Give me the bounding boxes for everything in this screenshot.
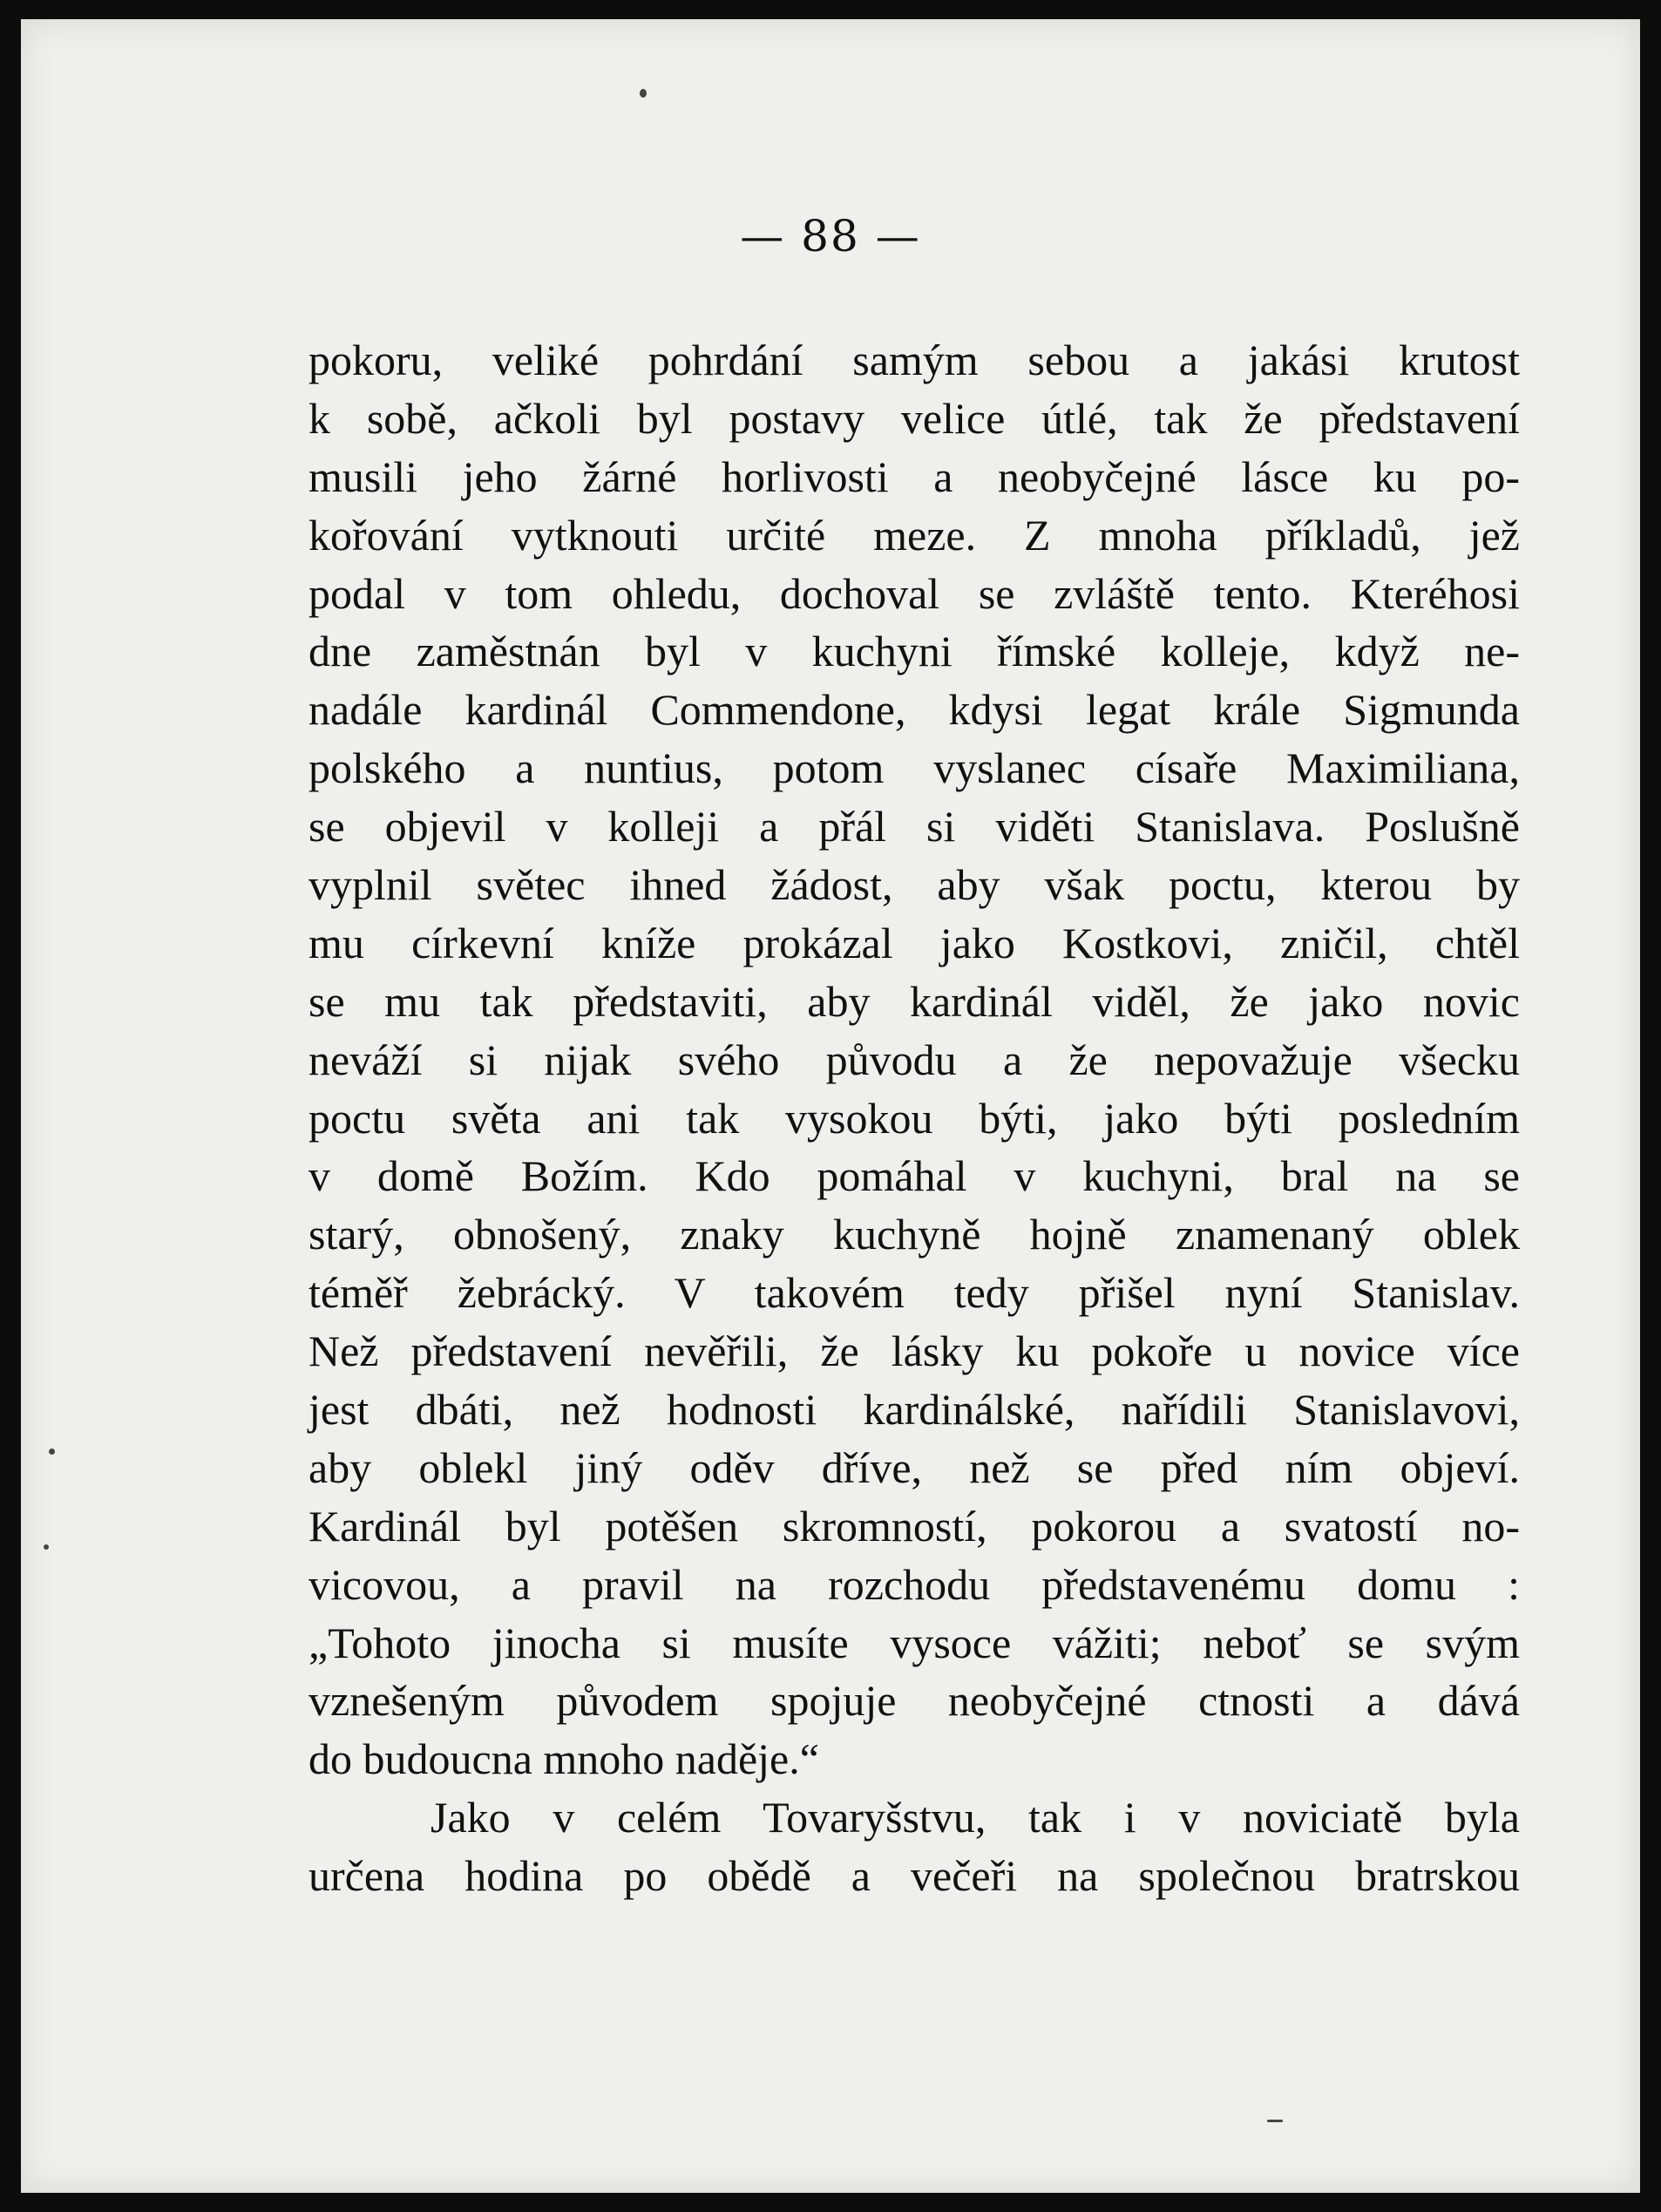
- text-line: do budoucna mnoho naděje.“: [308, 1734, 819, 1784]
- text-line: podal v tom ohledu, dochoval se zvláště tento. Kteréhosi: [308, 568, 1520, 618]
- text-line: starý, obnošený, znaky kuchyně hojně znamenaný oblek: [308, 1210, 1520, 1259]
- text-line: k sobě, ačkoli byl postavy velice útlé, tak že představení: [308, 393, 1520, 443]
- text-line: dne zaměstnán byl v kuchyni římské kolleje, když ne-: [308, 627, 1520, 676]
- dust-speck: [1267, 2120, 1283, 2122]
- text-line: jest dbáti, než hodnosti kardinálské, nařídili Stanislavovi,: [308, 1385, 1520, 1435]
- text-line: se mu tak představiti, aby kardinál viděl, že jako novic: [308, 976, 1520, 1026]
- text-line: téměř žebrácký. V takovém tedy přišel nyní Stanislav.: [308, 1268, 1520, 1318]
- text-line: kořování vytknouti určité meze. Z mnoha příkladů, jež: [308, 510, 1520, 560]
- text-line: neváží si nijak svého původu a že nepovažuje všecku: [308, 1035, 1520, 1084]
- text-line: aby oblekl jiný oděv dříve, než se před ním objeví.: [308, 1442, 1520, 1492]
- book-page: [21, 19, 1640, 2193]
- text-line: polského a nuntius, potom vyslanec císaře Maximiliana,: [308, 743, 1520, 793]
- text-line: mu církevní kníže prokázal jako Kostkovi, zničil, chtěl: [308, 918, 1520, 967]
- text-line: musili jeho žárné horlivosti a neobyčejné lásce ku po-: [308, 451, 1520, 501]
- dust-speck: [44, 1544, 49, 1550]
- body-text: [308, 331, 1520, 1905]
- page-number: — 88 —: [740, 211, 921, 261]
- text-line: určena hodina po obědě a večeři na společnou bratrskou: [308, 1851, 1520, 1901]
- text-line: „Tohoto jinocha si musíte vysoce vážiti; neboť se svým: [308, 1618, 1520, 1667]
- text-line: Kardinál byl potěšen skromností, pokorou a svatostí no-: [308, 1501, 1520, 1550]
- text-line: Než představení nevěřili, že lásky ku pokoře u novice více: [308, 1327, 1520, 1376]
- dust-speck: [49, 1449, 55, 1455]
- dust-speck: [640, 89, 647, 98]
- text-line: Jako v celém Tovaryšstvu, tak i v noviciatě byla: [431, 1793, 1520, 1842]
- text-line: pokoru, veliké pohrdání samým sebou a jakási krutost: [308, 336, 1520, 384]
- text-line: vznešeným původem spojuje neobyčejné ctnosti a dává: [308, 1676, 1520, 1726]
- text-line: nadále kardinál Commendone, kdysi legat krále Sigmunda: [308, 685, 1520, 735]
- text-line: se objevil v kolleji a přál si viděti Stanislava. Poslušně: [308, 802, 1520, 852]
- text-line: poctu světa ani tak vysokou býti, jako býti posledním: [308, 1093, 1520, 1143]
- text-line: v domě Božím. Kdo pomáhal v kuchyni, bral na se: [308, 1151, 1520, 1201]
- text-line: vyplnil světec ihned žádost, aby však poctu, kterou by: [308, 860, 1520, 910]
- text-line: vicovou, a pravil na rozchodu představenému domu :: [308, 1559, 1520, 1609]
